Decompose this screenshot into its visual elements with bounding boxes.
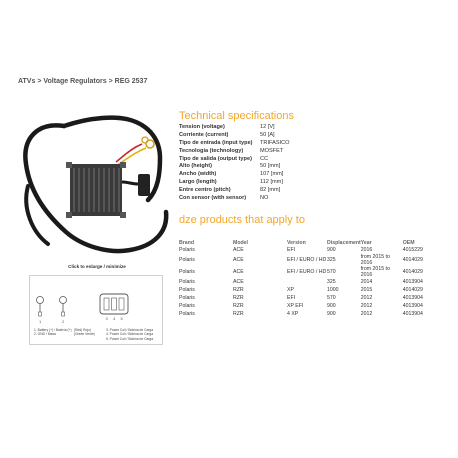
spec-label: Tipo de entrada (input type): [179, 139, 253, 146]
spec-label: Corriente (current): [179, 131, 229, 138]
table-cell: Polaris: [179, 287, 195, 294]
table-cell: 4014029: [402, 287, 423, 294]
table-row: [179, 311, 441, 319]
diagram-caption[interactable]: Click to enlarge / minimize: [68, 264, 126, 269]
regulator-body: [66, 162, 126, 218]
spec-row: [179, 178, 290, 186]
table-row: [179, 295, 441, 303]
spec-value: 112 [mm]: [260, 179, 283, 186]
table-cell: 4015229: [402, 247, 423, 254]
spec-value: 50 [mm]: [260, 163, 281, 170]
table-cell: 570: [327, 295, 336, 302]
breadcrumb-category[interactable]: ATVs: [18, 78, 36, 85]
apply-table: [179, 239, 441, 319]
spec-label: Ancho (width): [179, 171, 217, 178]
terminal-2-icon: [60, 297, 67, 304]
table-cell: from 2015 to 2016: [360, 266, 390, 278]
table-cell: EFI: [287, 295, 296, 302]
table-cell: ACE: [233, 279, 244, 286]
table-cell: Polaris: [179, 257, 195, 264]
wiring-diagram[interactable]: [29, 264, 163, 345]
table-cell: 1000: [327, 287, 339, 294]
column-header: Year: [360, 240, 372, 246]
column-header: Model: [233, 240, 248, 246]
spec-row: [179, 194, 290, 202]
spec-value: NO: [260, 194, 269, 201]
spec-value: 50 [A]: [260, 131, 275, 138]
terminal-1-icon: [37, 297, 44, 304]
table-cell: EFI / EURO / HD: [287, 269, 327, 276]
product-image[interactable]: [18, 104, 172, 260]
table-row: [179, 267, 441, 279]
table-cell: 325: [327, 257, 336, 264]
table-cell: 2012: [360, 311, 373, 318]
pin-label-5: 5: [120, 316, 123, 321]
table-cell: 900: [327, 303, 336, 310]
spec-value: TRIFASICO: [260, 139, 290, 146]
spec-value: 82 [mm]: [260, 187, 281, 194]
table-cell: Polaris: [179, 247, 195, 254]
table-cell: 2016: [360, 247, 373, 254]
table-cell: from 2015 to 2016: [360, 254, 390, 266]
table-cell: Polaris: [179, 295, 195, 302]
table-cell: 4014029: [402, 257, 423, 264]
spec-label: Tipo de salida (output type): [179, 155, 252, 162]
table-cell: ACE: [233, 247, 244, 254]
table-cell: 570: [327, 269, 336, 276]
column-header: Version: [287, 240, 306, 246]
apply-title: dze products that apply to: [179, 214, 305, 226]
table-cell: RZR: [233, 311, 244, 318]
table-cell: ACE: [233, 257, 244, 264]
spec-label: Largo (length): [179, 179, 217, 186]
table-cell: Polaris: [179, 269, 195, 276]
table-row: [179, 303, 441, 311]
table-row: [179, 255, 441, 267]
table-cell: RZR: [233, 287, 244, 294]
column-header: Brand: [179, 240, 194, 246]
spec-row: [179, 123, 290, 131]
spec-row: [179, 186, 290, 194]
table-cell: XP EFI: [287, 303, 304, 310]
spec-row: [179, 155, 290, 163]
spec-row: [179, 162, 290, 170]
table-cell: 2015: [360, 287, 373, 294]
spec-label: Entre centro (pitch): [179, 187, 231, 194]
spec-value: 12 [V]: [260, 123, 275, 130]
spec-value: 107 [mm]: [260, 171, 284, 178]
pin-label-1: 1: [39, 319, 42, 324]
spec-label: Alto (height): [179, 163, 212, 170]
spec-value: MOSFET: [260, 147, 284, 154]
pin-label-4: 4: [113, 316, 116, 321]
pin-label-2: 2: [62, 319, 65, 324]
spec-table: [179, 123, 290, 202]
table-cell: 325: [327, 279, 336, 286]
table-cell: 4013904: [402, 303, 423, 310]
table-cell: 900: [327, 247, 336, 254]
table-cell: ACE: [233, 269, 244, 276]
spec-row: [179, 170, 290, 178]
table-cell: RZR: [233, 295, 244, 302]
table-cell: 4013904: [402, 311, 423, 318]
spec-label: Con sensor (with sensor): [179, 194, 247, 201]
diagram-legend-mid: (Red) Rojo) (Green Verde): [74, 328, 95, 337]
column-header: Displacement: [327, 240, 361, 246]
diagram-legend-right: 3. Power Coil / Bobina de Carga 4. Power Coil / Bobina de Carga 5. Power Coil / Bobina de Carga: [106, 328, 154, 341]
spec-row: [179, 147, 290, 155]
table-cell: XP: [287, 287, 294, 294]
breadcrumb-product: REG 2537: [114, 78, 148, 85]
table-cell: 4013904: [402, 279, 423, 286]
breadcrumb: ATVs > Voltage Regulators > REG 2537: [18, 78, 148, 85]
diagram-legend-left: 1. Battery (+) / Batería (+) 2. GND / Masa: [34, 328, 72, 337]
table-cell: 2012: [360, 303, 373, 310]
table-row: [179, 247, 441, 255]
table-cell: EFI / EURO / HD: [287, 257, 327, 264]
breadcrumb-subcategory[interactable]: Voltage Regulators: [43, 78, 107, 85]
spec-label: Tecnologia (technology): [179, 147, 244, 154]
table-row: [179, 279, 441, 287]
table-cell: Polaris: [179, 279, 195, 286]
spec-row: [179, 131, 290, 139]
table-cell: 4014029: [402, 269, 423, 276]
table-cell: Polaris: [179, 303, 195, 310]
table-cell: 900: [327, 311, 336, 318]
table-row: [179, 287, 441, 295]
red-wire: [116, 144, 142, 162]
connector: [138, 174, 150, 196]
spec-title: Technical specifications: [179, 110, 294, 122]
spec-label: Tension (voltage): [179, 123, 225, 130]
table-cell: 4 XP: [287, 311, 299, 318]
spec-value: CC: [260, 155, 269, 162]
table-cell: 2012: [360, 295, 373, 302]
table-cell: EFI: [287, 247, 296, 254]
column-header: OEM: [402, 240, 415, 246]
table-cell: [287, 279, 327, 287]
table-cell: RZR: [233, 303, 244, 310]
spec-row: [179, 139, 290, 147]
table-cell: 2014: [360, 279, 373, 286]
table-cell: Polaris: [179, 311, 195, 318]
table-cell: 4013904: [402, 295, 423, 302]
pin-label-3: 3: [105, 316, 108, 321]
